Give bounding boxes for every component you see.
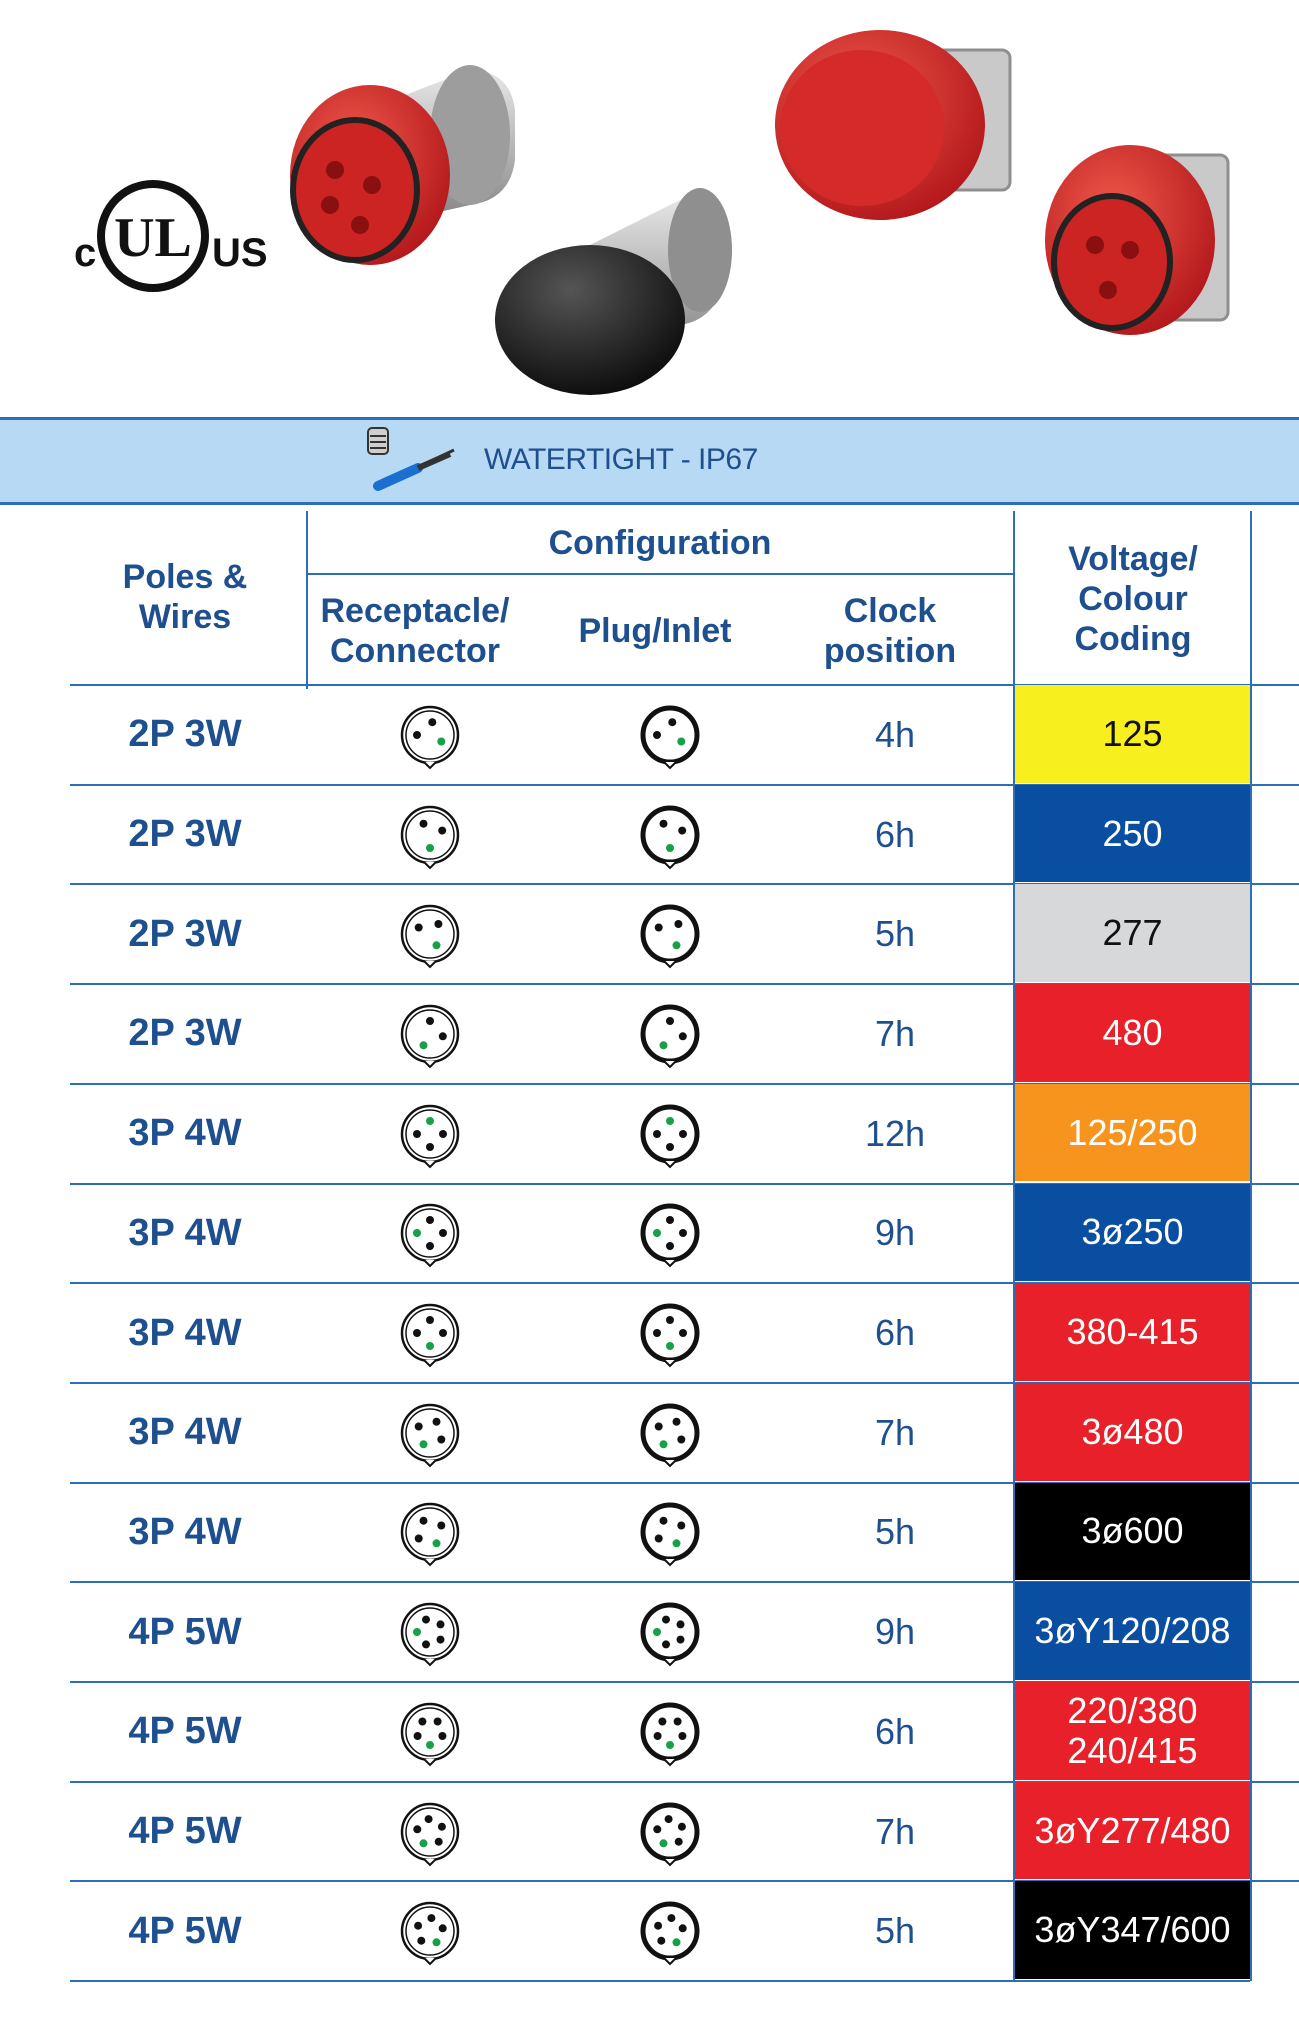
clock-position-cell: 5h [874,1910,916,1952]
watertight-band [0,417,1299,505]
receptacle-diagram-icon [380,1682,480,1782]
pin [439,1925,447,1933]
earth-pin [420,1839,428,1847]
pin [422,1641,430,1649]
poles-wires-cell: 3P 4W [128,1411,242,1454]
column-divider [1250,1383,1252,1483]
plug-diagram-icon [620,1184,720,1284]
voltage-colour-cell: 277 [1015,884,1250,982]
column-divider [1250,1483,1252,1583]
pin [653,1825,661,1833]
pin [677,1636,685,1644]
ul-logo-c: c [74,231,97,275]
column-divider [1250,1881,1252,1981]
pin [653,1130,661,1138]
earth-pin [433,1540,441,1548]
receptacle-diagram-icon [380,884,480,984]
clock-position-cell: 7h [874,1012,916,1054]
column-divider [1013,884,1015,984]
column-divider [1013,785,1015,885]
pin [662,1616,670,1624]
earth-pin [666,844,674,852]
pin [674,1717,682,1725]
pin [437,1621,445,1629]
pin [426,1242,434,1250]
pin [438,1732,446,1740]
column-divider [1013,685,1015,785]
pin [678,1822,686,1830]
receptacle-diagram-icon [380,785,480,885]
poles-wires-cell: 3P 4W [128,1311,242,1354]
earth-pin [426,1342,434,1350]
column-divider [1013,1582,1015,1682]
pin [438,1822,446,1830]
red-plug-photo [290,65,515,265]
column-divider [1013,1383,1015,1483]
earth-pin [660,1839,668,1847]
plug-diagram-icon [620,884,720,984]
ul-logo [74,184,268,288]
clock-position-cell: 7h [874,1411,916,1453]
earth-pin [426,844,434,852]
pin [677,1435,685,1443]
pin [662,1641,670,1649]
pin [666,1017,674,1025]
column-divider [1013,984,1015,1084]
pin [434,920,442,928]
pin [655,1422,663,1430]
clock-position-cell: 12h [864,1112,926,1154]
voltage-colour-cell: 220/380 240/415 [1015,1682,1250,1780]
poles-wires-cell: 4P 5W [128,1909,242,1952]
poles-wires-cell: 2P 3W [128,713,242,756]
earth-pin [433,942,441,950]
pin [433,1417,441,1425]
poles-wires-cell: 3P 4W [128,1112,242,1155]
plug-diagram-icon [620,1682,720,1782]
header-poles-wires: Poles & Wires [122,558,248,636]
voltage-colour-cell: 3ø480 [1015,1383,1250,1481]
pin [420,819,428,827]
receptacle-diagram-icon [380,1782,480,1882]
earth-pin [420,1440,428,1448]
plug-diagram-icon [620,1283,720,1383]
earth-pin [426,1117,434,1125]
pin [655,924,663,932]
earth-pin [666,1342,674,1350]
column-divider [1013,1084,1015,1184]
voltage-colour-cell: 3øY347/600 [1015,1881,1250,1979]
pin [655,1535,663,1543]
voltage-colour-cell: 3ø600 [1015,1483,1250,1581]
pin [679,1329,687,1337]
pin [679,1032,687,1040]
column-divider [1013,1782,1015,1882]
clock-position-cell: 9h [874,1212,916,1254]
earth-pin [426,1741,434,1749]
column-divider [1250,1184,1252,1284]
plug-diagram-icon [620,1881,720,1981]
receptacle-diagram-icon [380,1383,480,1483]
pin [427,1914,435,1922]
pin [665,1815,673,1823]
pin [413,1130,421,1138]
voltage-colour-cell: 125 [1015,685,1250,783]
voltage-colour-cell: 3øY120/208 [1015,1582,1250,1680]
poles-wires-cell: 4P 5W [128,1710,242,1753]
earth-pin [413,1628,421,1636]
voltage-colour-cell: 3ø250 [1015,1184,1250,1282]
earth-pin [420,1041,428,1049]
receptacle-diagram-icon [380,1881,480,1981]
receptacle-diagram-icon [380,1283,480,1383]
earth-pin [653,1229,661,1237]
header-divider [306,573,1013,575]
receptacle-diagram-icon [380,685,480,785]
pin [657,1937,665,1945]
ul-logo-mark: UL [114,207,192,269]
clock-position-cell: 5h [874,913,916,955]
column-divider [1250,1283,1252,1383]
red-inlet-photo [1045,145,1228,335]
header-plug-inlet: Plug/Inlet [578,612,732,650]
pin [415,1422,423,1430]
column-divider [1013,1682,1015,1782]
earth-pin [666,1741,674,1749]
receptacle-diagram-icon [380,1084,480,1184]
poles-wires-cell: 2P 3W [128,912,242,955]
pin [414,1922,422,1930]
earth-pin [653,1628,661,1636]
earth-pin [666,1117,674,1125]
pin [413,1825,421,1833]
pin [439,1130,447,1138]
voltage-colour-cell: 480 [1015,984,1250,1082]
header-divider [306,511,308,689]
plug-diagram-icon [620,785,720,885]
voltage-colour-cell: 380-415 [1015,1283,1250,1381]
plug-diagram-icon [620,1582,720,1682]
header-divider [1013,511,1015,689]
pin [666,1143,674,1151]
pin [437,1435,445,1443]
pin [679,1925,687,1933]
earth-pin [433,1939,441,1947]
poles-wires-cell: 4P 5W [128,1610,242,1653]
column-divider [1250,1582,1252,1682]
row-divider [70,1980,1250,1982]
column-divider [1250,984,1252,1084]
pin [660,1517,668,1525]
pin [660,819,668,827]
ul-logo-us: US [212,231,268,275]
pin [437,1636,445,1644]
header-clock-position: Clock position [823,592,957,670]
pin [679,1130,687,1138]
voltage-colour-cell: 250 [1015,785,1250,883]
receptacle-diagram-icon [380,1184,480,1284]
pin [668,718,676,726]
clock-position-cell: 9h [874,1611,916,1653]
poles-wires-cell: 2P 3W [128,1012,242,1055]
pin [426,1143,434,1151]
clock-position-cell: 4h [874,713,916,755]
plug-diagram-icon [620,1383,720,1483]
pin [666,1316,674,1324]
pin [678,826,686,834]
pin [674,920,682,928]
header-divider [1250,511,1252,689]
receptacle-diagram-icon [380,984,480,1084]
pin [437,1522,445,1530]
poles-wires-cell: 3P 4W [128,1211,242,1254]
pin [666,1216,674,1224]
earth-pin [660,1041,668,1049]
pin [675,1837,683,1845]
column-divider [1013,1881,1015,1981]
earth-pin [673,1540,681,1548]
plug-diagram-icon [620,1782,720,1882]
pin [415,924,423,932]
pin [435,1837,443,1845]
header-configuration: Configuration [548,524,772,562]
voltage-colour-cell: 125/250 [1015,1084,1250,1182]
pin [673,1417,681,1425]
pin [420,1517,428,1525]
black-connector-photo [495,188,732,395]
pin [438,826,446,834]
clock-position-cell: 6h [874,1710,916,1752]
pin [653,731,661,739]
pin [418,1717,426,1725]
column-divider [1250,785,1252,885]
pin [677,1621,685,1629]
watertight-label: WATERTIGHT - IP67 [484,443,758,476]
earth-pin [673,942,681,950]
pin [654,1732,662,1740]
pin [413,731,421,739]
clock-position-cell: 6h [874,813,916,855]
clock-position-cell: 7h [874,1810,916,1852]
plug-diagram-icon [620,685,720,785]
plug-diagram-icon [620,1483,720,1583]
plug-diagram-icon [620,1084,720,1184]
pin [434,1717,442,1725]
poles-wires-cell: 4P 5W [128,1810,242,1853]
pin [426,1316,434,1324]
pin [439,1032,447,1040]
pin [654,1922,662,1930]
pin [415,1535,423,1543]
column-divider [1013,1184,1015,1284]
earth-pin [660,1440,668,1448]
column-divider [1250,884,1252,984]
earth-pin [437,737,445,745]
column-divider [1013,1283,1015,1383]
clock-position-cell: 6h [874,1312,916,1354]
header-voltage-colour-coding: Voltage/ Colour Coding [1068,540,1198,658]
column-divider [1250,1782,1252,1882]
column-divider [1250,1682,1252,1782]
earth-pin [413,1229,421,1237]
earth-pin [677,737,685,745]
pin [422,1616,430,1624]
pin [666,1242,674,1250]
pin [428,718,436,726]
pin [439,1329,447,1337]
column-divider [1250,1084,1252,1184]
pin [678,1732,686,1740]
header-receptacle-connector: Receptacle/ Connector [320,592,510,670]
pin [679,1229,687,1237]
pin [653,1329,661,1337]
configuration-table [0,505,1299,2005]
receptacle-diagram-icon [380,1582,480,1682]
pin [417,1937,425,1945]
plug-diagram-icon [620,984,720,1084]
receptacle-diagram-icon [380,1483,480,1583]
screw-wire-icon [358,424,468,504]
pin [413,1329,421,1337]
pin [658,1717,666,1725]
earth-pin [673,1939,681,1947]
poles-wires-cell: 3P 4W [128,1510,242,1553]
pin [677,1522,685,1530]
pin [426,1017,434,1025]
pin [426,1216,434,1224]
red-receptacle-photo [775,30,1010,220]
pin [667,1914,675,1922]
poles-wires-cell: 2P 3W [128,813,242,856]
clock-position-cell: 5h [874,1511,916,1553]
column-divider [1250,685,1252,785]
column-divider [1013,1483,1015,1583]
voltage-colour-cell: 3øY277/480 [1015,1782,1250,1880]
pin [439,1229,447,1237]
pin [425,1815,433,1823]
pin [414,1732,422,1740]
product-hero [0,0,1299,410]
